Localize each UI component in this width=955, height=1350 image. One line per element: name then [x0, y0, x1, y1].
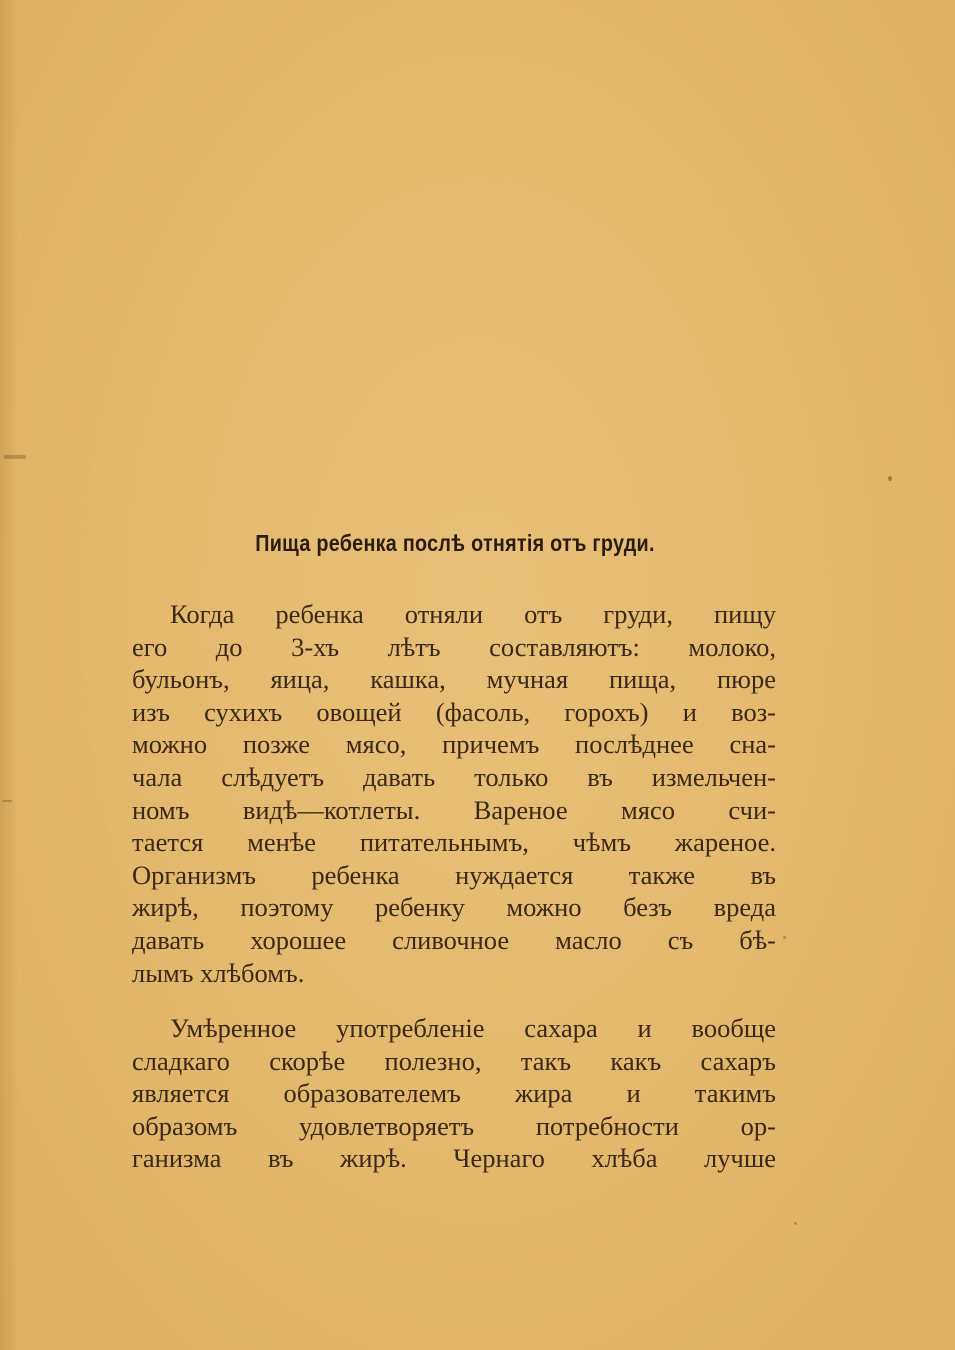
text-line: образомъ удовлетворяетъ потребности ор-: [132, 1110, 776, 1141]
paper-speck: [794, 1222, 797, 1225]
paper-speck: [783, 936, 786, 939]
text-line: жирѣ, поэтому ребенку можно безъ вреда: [132, 892, 776, 923]
text-line: лымъ хлѣбомъ.: [132, 957, 305, 988]
text-line: Организмъ ребенка нуждается также въ: [132, 859, 776, 890]
paper-speck: [2, 800, 12, 802]
text-line: номъ видѣ—котлеты. Вареное мясо счи-: [132, 794, 776, 825]
paragraph-1: [132, 598, 776, 989]
text-line: Когда ребенка отняли отъ груди, пищу: [170, 599, 776, 629]
text-line: ганизма въ жирѣ. Чернаго хлѣба лучше: [132, 1143, 776, 1174]
paper-speck: [888, 476, 892, 481]
chapter-heading: Пища ребенка послѣ отнятія отъ груди.: [255, 530, 655, 556]
text-line: тается менѣе питательнымъ, чѣмъ жареное.: [132, 827, 776, 858]
text-line: Умѣренное употребленіе сахара и вообще: [170, 1013, 776, 1043]
text-line: можно позже мясо, причемъ послѣднее сна-: [132, 729, 776, 760]
text-line: давать хорошее сливочное масло съ бѣ-: [132, 924, 776, 955]
text-line: бульонъ, яица, кашка, мучная пища, пюре: [132, 664, 776, 695]
text-line: изъ сухихъ овощей (фасоль, горохъ) и воз-: [132, 696, 776, 727]
page-edge-shadow: [0, 0, 18, 1350]
paragraph-2: [132, 1012, 776, 1175]
paper-speck: [4, 455, 26, 459]
text-line: является образователемъ жира и такимъ: [132, 1078, 776, 1109]
text-line: его до 3-хъ лѣтъ составляютъ: молоко,: [132, 631, 776, 662]
text-line: чала слѣдуетъ давать только въ измельчен-: [132, 761, 776, 792]
text-line: сладкаго скорѣе полезно, такъ какъ сахаръ: [132, 1045, 776, 1076]
